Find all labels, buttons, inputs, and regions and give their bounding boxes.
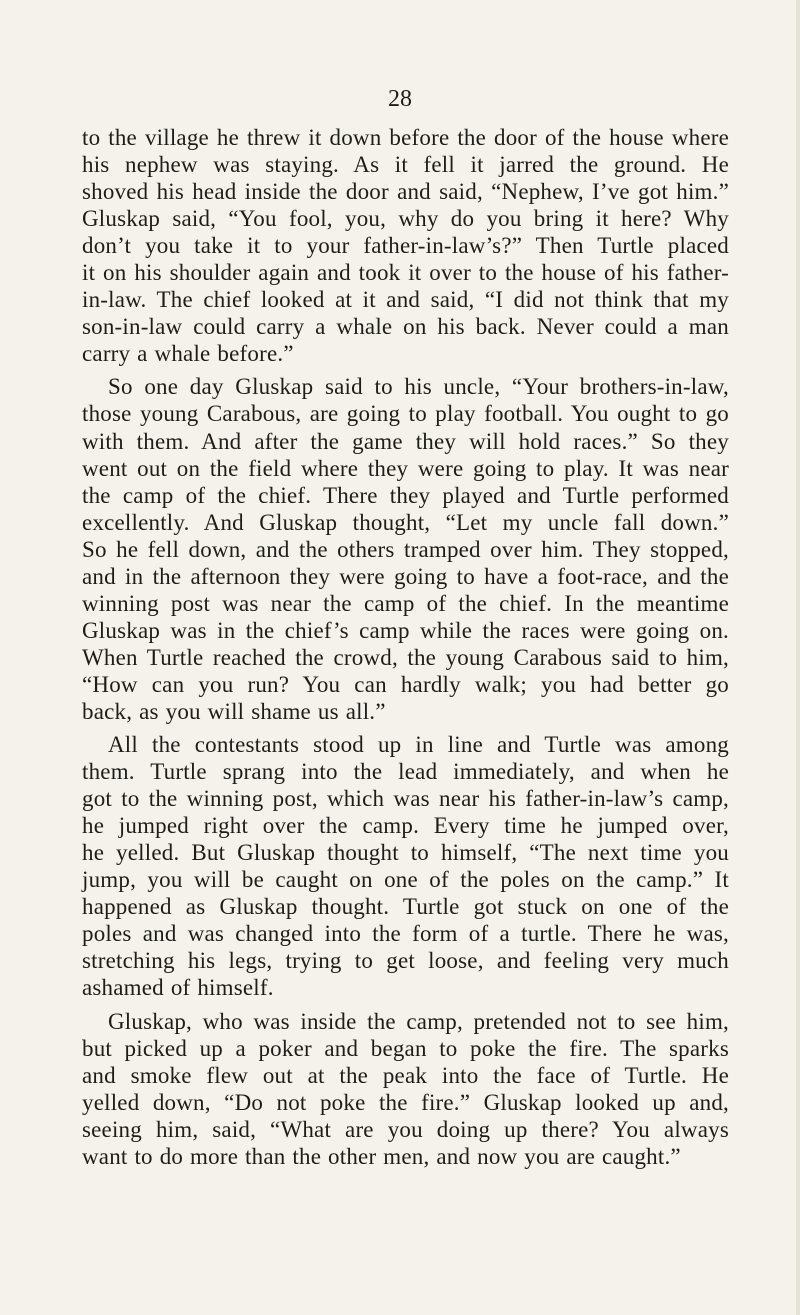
text-line: it on his shoulder again and took it over to the house of his father-: [82, 260, 729, 286]
text-line: want to do more than the other men, and now you are caught.”: [82, 1143, 681, 1169]
text-line: he yelled. But Gluskap thought to himself, “The next time you: [82, 840, 729, 866]
text-line: son-in-law could carry a whale on his back. Never could a man: [82, 314, 729, 340]
text-line: Gluskap was in the chief’s camp while the races were going on.: [82, 617, 729, 643]
text-line: to the village he threw it down before the door of the house where: [82, 125, 729, 150]
text-line: seeing him, said, “What are you doing up there? You always: [82, 1116, 729, 1142]
text-line: shoved his head inside the door and said, “Nephew, I’ve got him.”: [82, 179, 729, 205]
text-line: When Turtle reached the crowd, the young Carabous said to him,: [82, 644, 729, 670]
text-line: and smoke flew out at the peak into the face of Turtle. He: [82, 1062, 729, 1088]
text-line: in-law. The chief looked at it and said, “I did not think that my: [82, 287, 729, 313]
text-line: All the contestants stood up in line and Turtle was among: [108, 732, 729, 758]
paragraph-3: [82, 731, 729, 1001]
text-line: excellently. And Gluskap thought, “Let my uncle fall down.”: [82, 509, 729, 535]
text-line: winning post was near the camp of the chief. In the meantime: [82, 590, 729, 616]
text-line: his nephew was staying. As it fell it jarred the ground. He: [82, 152, 729, 178]
paper-edge: [796, 0, 800, 1315]
text-line: with them. And after the game they will hold races.” So they: [82, 428, 729, 454]
text-line: and in the afternoon they were going to have a foot-race, and the: [82, 563, 729, 589]
text-line: those young Carabous, are going to play football. You ought to go: [82, 401, 729, 427]
text-line: carry a whale before.”: [82, 341, 294, 367]
text-line: yelled down, “Do not poke the fire.” Gluskap looked up and,: [82, 1089, 729, 1115]
paragraph-4: [82, 1008, 729, 1170]
text-line: ashamed of himself.: [82, 975, 274, 1001]
text-line: Gluskap said, “You fool, you, why do you bring it here? Why: [82, 206, 729, 232]
page-number: 28: [388, 86, 412, 112]
text-line: stretching his legs, trying to get loose, and feeling very much: [82, 948, 729, 974]
text-line: back, as you will shame us all.”: [82, 698, 386, 724]
story-text: [82, 124, 729, 1170]
text-line: poles and was changed into the form of a turtle. There he was,: [82, 921, 729, 947]
text-line: the camp of the chief. There they played and Turtle performed: [82, 482, 729, 508]
text-line: jump, you will be caught on one of the poles on the camp.” It: [82, 867, 729, 893]
text-line: he jumped right over the camp. Every time he jumped over,: [82, 813, 729, 839]
text-line: happened as Gluskap thought. Turtle got stuck on one of the: [82, 894, 729, 920]
text-line: So he fell down, and the others tramped over him. They stopped,: [82, 536, 729, 562]
text-line: went out on the field where they were going to play. It was near: [82, 455, 729, 481]
text-line: don’t you take it to your father-in-law’s?” Then Turtle placed: [82, 233, 729, 259]
text-line: them. Turtle sprang into the lead immediately, and when he: [82, 759, 729, 785]
text-line: but picked up a poker and began to poke the fire. The sparks: [82, 1035, 729, 1061]
paragraph-2: [82, 373, 729, 725]
text-line: “How can you run? You can hardly walk; you had better go: [82, 671, 729, 697]
text-line: Gluskap, who was inside the camp, pretended not to see him,: [108, 1008, 729, 1034]
text-line: got to the winning post, which was near his father-in-law’s camp,: [82, 786, 729, 812]
text-line: So one day Gluskap said to his uncle, “Your brothers-in-law,: [108, 374, 729, 400]
paragraph-1: [82, 124, 729, 367]
